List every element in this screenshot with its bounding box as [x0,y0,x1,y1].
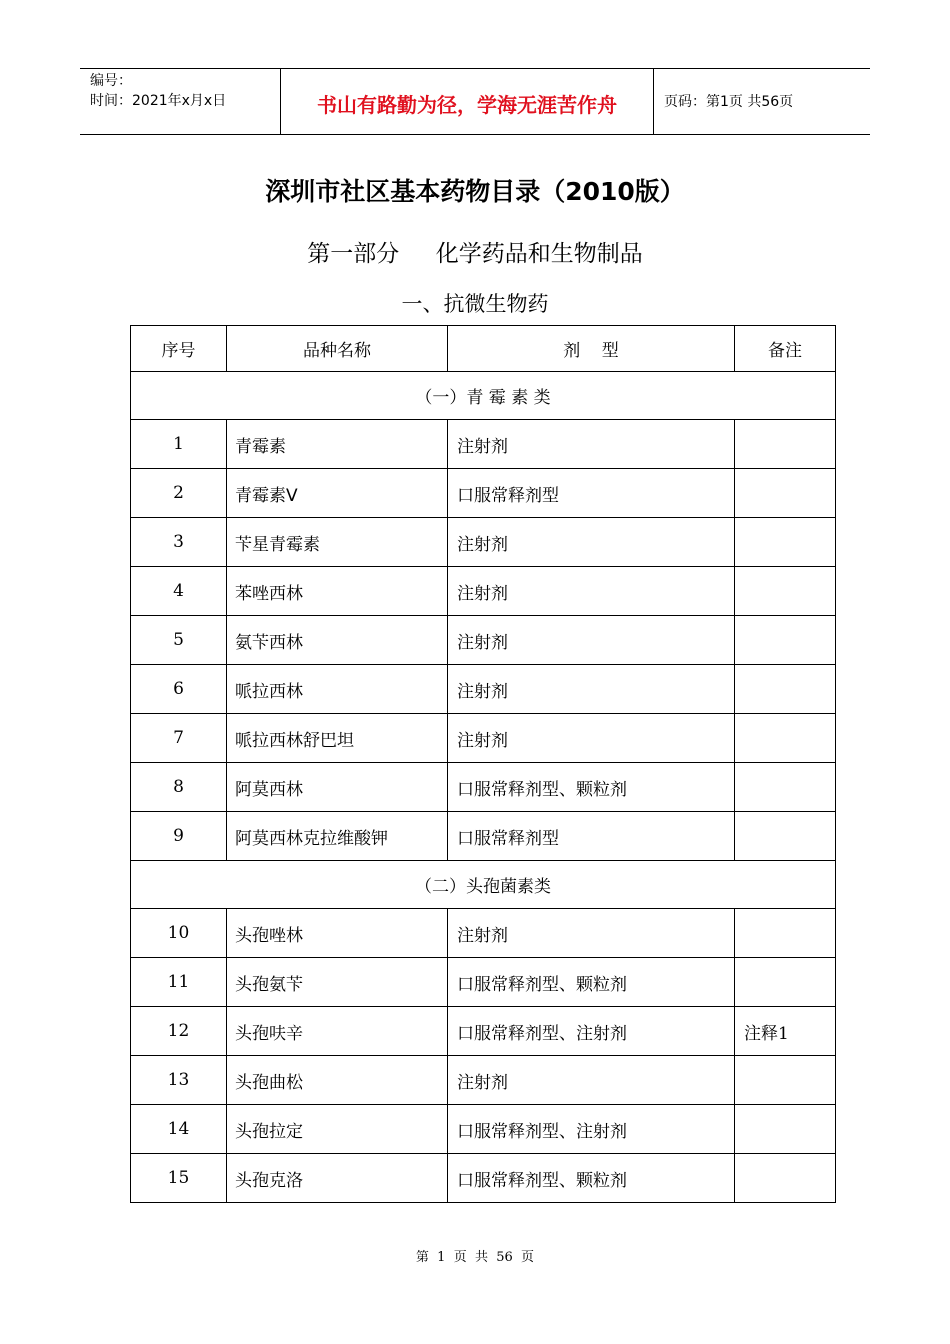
row-number: 14 [131,1105,227,1154]
table-row [131,420,836,469]
remark [735,1105,836,1154]
row-number: 8 [131,763,227,812]
table-row [131,1056,836,1105]
table-header-row [131,326,836,372]
drug-name: 哌拉西林舒巴坦 [227,714,448,763]
drug-name: 头孢唑林 [227,909,448,958]
drug-name: 头孢克洛 [227,1154,448,1203]
section-heading: 一、抗微生物药 [401,292,549,316]
row-number: 9 [131,812,227,861]
table-row [131,665,836,714]
row-number: 3 [131,518,227,567]
dosage-form: 口服常释剂型 [448,812,735,861]
remark [735,420,836,469]
table-row [131,1154,836,1203]
remark [735,469,836,518]
header-note: 备注 [735,326,836,372]
drug-name: 青霉素 [227,420,448,469]
table-row [131,567,836,616]
drug-name: 青霉素V [227,469,448,518]
dosage-form: 注射剂 [448,567,735,616]
table-row [131,763,836,812]
table-body [131,372,836,1203]
table-row [131,518,836,567]
remark [735,763,836,812]
drug-name: 哌拉西林 [227,665,448,714]
document-title: 深圳市社区基本药物目录（2010版） [265,177,685,206]
remark [735,616,836,665]
remark [735,714,836,763]
remark [735,665,836,714]
row-number: 15 [131,1154,227,1203]
dosage-form: 口服常释剂型、颗粒剂 [448,958,735,1007]
dosage-form: 注射剂 [448,616,735,665]
drug-name: 头孢拉定 [227,1105,448,1154]
drug-name: 头孢氨苄 [227,958,448,1007]
header-form: 剂 型 [448,326,735,372]
part-heading: 第一部分 化学药品和生物制品 [307,241,643,267]
dosage-form: 注射剂 [448,909,735,958]
remark [735,518,836,567]
remark [735,909,836,958]
drug-name: 苄星青霉素 [227,518,448,567]
header-no: 序号 [131,326,227,372]
dosage-form: 口服常释剂型 [448,469,735,518]
row-number: 1 [131,420,227,469]
row-number: 7 [131,714,227,763]
remark [735,812,836,861]
dosage-form: 口服常释剂型、注射剂 [448,1105,735,1154]
table-row [131,1007,836,1056]
dosage-form: 口服常释剂型、颗粒剂 [448,1154,735,1203]
code-label: 编号： [90,73,132,89]
row-number: 10 [131,909,227,958]
remark [735,1056,836,1105]
dosage-form: 口服常释剂型、注射剂 [448,1007,735,1056]
remark: 注释1 [735,1007,836,1056]
remark [735,958,836,1007]
row-number: 5 [131,616,227,665]
table-row [131,909,836,958]
category-label: （二）头孢菌素类 [131,861,836,909]
remark [735,567,836,616]
dosage-form: 注射剂 [448,518,735,567]
row-number: 12 [131,1007,227,1056]
dosage-form: 注射剂 [448,420,735,469]
header-page-info: 页码：第1页 共56页 [664,93,794,110]
table-row [131,469,836,518]
row-number: 6 [131,665,227,714]
remark [735,1154,836,1203]
dosage-form: 注射剂 [448,1056,735,1105]
drug-name: 氨苄西林 [227,616,448,665]
table-row [131,812,836,861]
row-number: 13 [131,1056,227,1105]
category-row [131,861,836,909]
row-number: 11 [131,958,227,1007]
dosage-form: 注射剂 [448,714,735,763]
drug-name: 头孢曲松 [227,1056,448,1105]
category-label: （一）青 霉 素 类 [131,372,836,420]
header-meta [80,69,281,134]
category-row [131,372,836,420]
drug-name: 苯唑西林 [227,567,448,616]
header-motto: 书山有路勤为径，学海无涯苦作舟 [281,69,654,134]
row-number: 2 [131,469,227,518]
drug-table [130,325,836,1203]
page-header [80,68,870,135]
table-row [131,616,836,665]
drug-name: 阿莫西林 [227,763,448,812]
dosage-form: 注射剂 [448,665,735,714]
table-row [131,1105,836,1154]
drug-name: 阿莫西林克拉维酸钾 [227,812,448,861]
header-name: 品种名称 [227,326,448,372]
table-row [131,958,836,1007]
dosage-form: 口服常释剂型、颗粒剂 [448,763,735,812]
date-label: 时间：2021年x月x日 [90,93,227,109]
drug-name: 头孢呋辛 [227,1007,448,1056]
table-row [131,714,836,763]
row-number: 4 [131,567,227,616]
page-footer: 第 1 页 共 56 页 [415,1250,535,1265]
